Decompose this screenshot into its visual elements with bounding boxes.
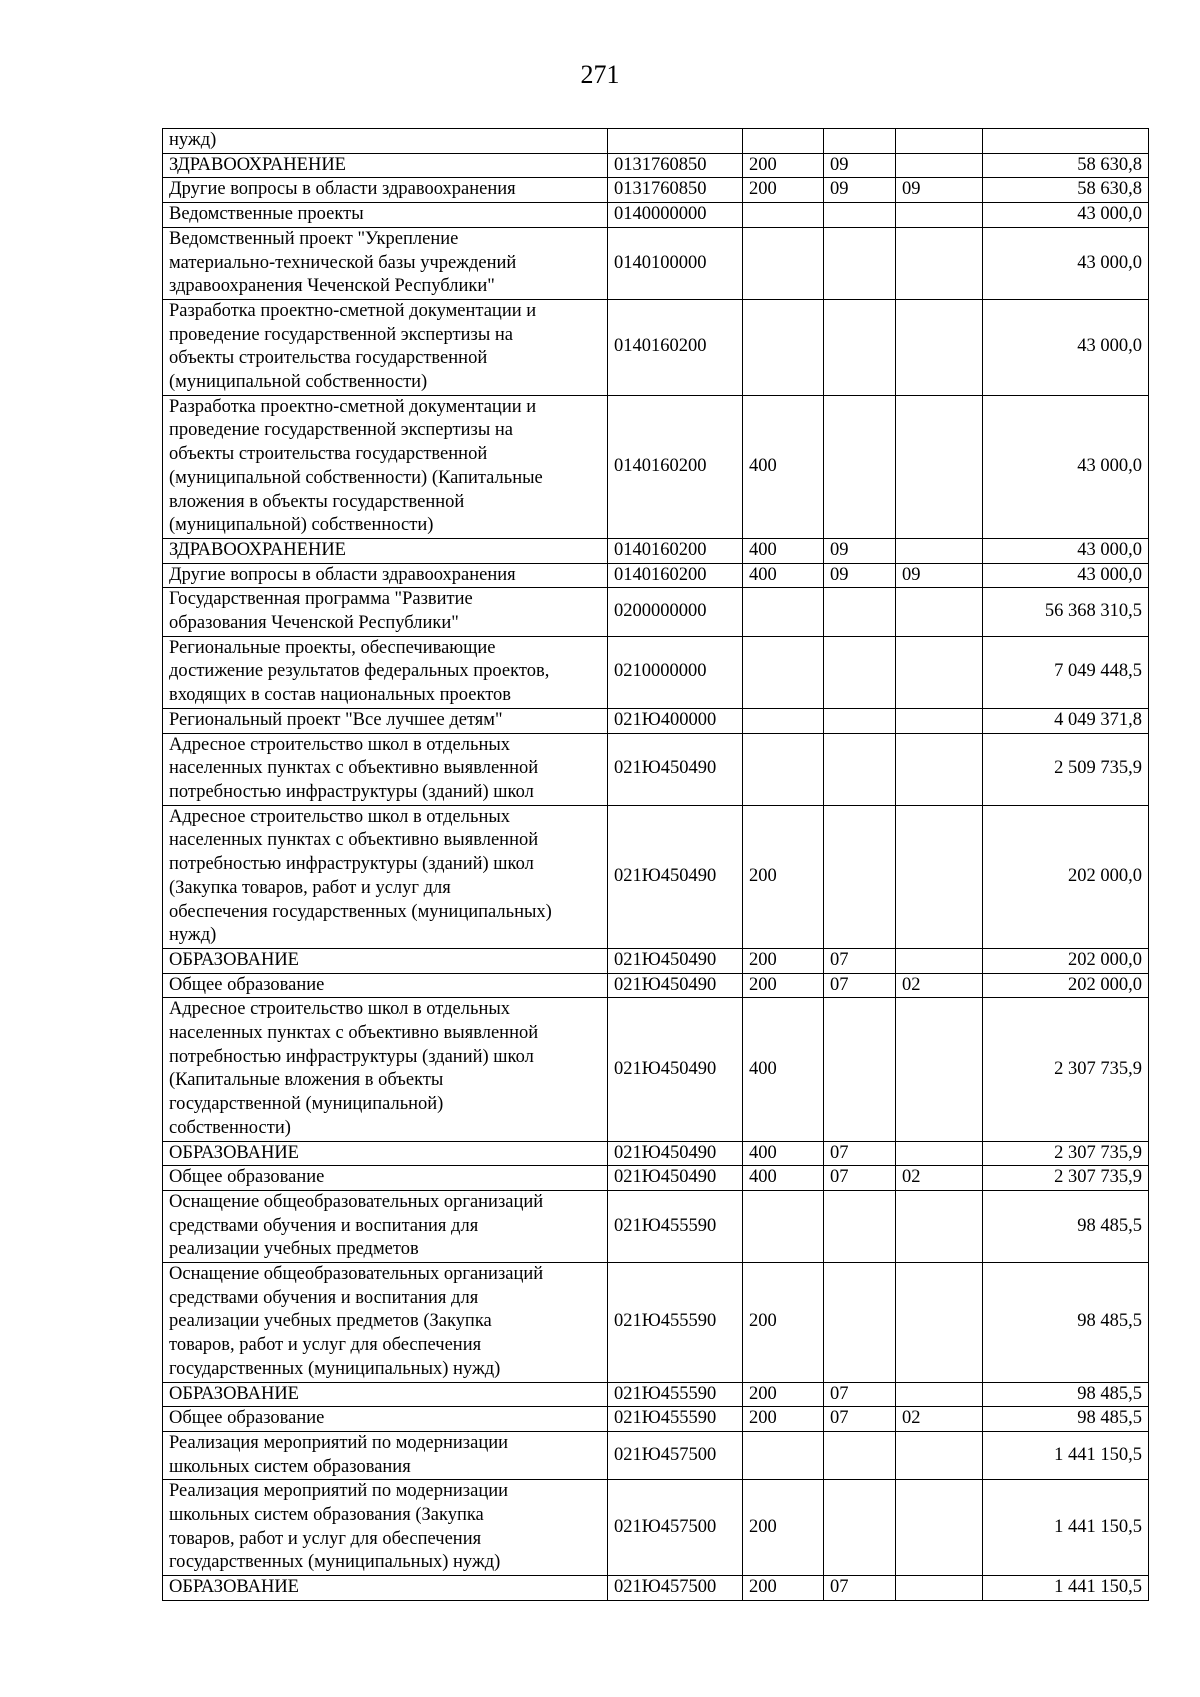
budget-table <box>162 128 1149 1601</box>
target-article-code: 021Ю450490 <box>608 973 743 998</box>
table-row <box>163 1141 1149 1166</box>
subsection-code <box>896 153 983 178</box>
amount-cell: 1 441 150,5 <box>983 1576 1149 1601</box>
subsection-code: 02 <box>896 1166 983 1191</box>
subsection-code: 02 <box>896 1407 983 1432</box>
subsection-code <box>896 1431 983 1479</box>
expense-type-code: 200 <box>743 178 824 203</box>
target-article-code: 0140100000 <box>608 227 743 299</box>
amount-cell <box>983 129 1149 154</box>
expense-type-code: 400 <box>743 1141 824 1166</box>
table-row <box>163 805 1149 948</box>
section-code <box>824 203 896 228</box>
row-name-cell: ОБРАЗОВАНИЕ <box>163 1382 608 1407</box>
subsection-code <box>896 538 983 563</box>
row-name-cell: Адресное строительство школ в отдельных населенных пунктах с объективно выявленной потребностью инфраструктуры (зданий) школ (Закупка товаров, работ и услуг для обеспечения государственных (муниципальных) нужд) <box>163 805 608 948</box>
expense-type-code: 400 <box>743 998 824 1141</box>
row-name-cell: Ведомственные проекты <box>163 203 608 228</box>
section-code: 07 <box>824 973 896 998</box>
amount-cell: 202 000,0 <box>983 948 1149 973</box>
amount-cell: 1 441 150,5 <box>983 1431 1149 1479</box>
section-code <box>824 805 896 948</box>
target-article-code: 0140160200 <box>608 395 743 538</box>
expense-type-code: 200 <box>743 1382 824 1407</box>
table-row <box>163 299 1149 395</box>
subsection-code <box>896 636 983 708</box>
amount-cell: 43 000,0 <box>983 538 1149 563</box>
amount-cell: 56 368 310,5 <box>983 588 1149 636</box>
section-code <box>824 1190 896 1262</box>
table-row <box>163 1263 1149 1383</box>
expense-type-code <box>743 227 824 299</box>
target-article-code: 0131760850 <box>608 153 743 178</box>
amount-cell: 58 630,8 <box>983 178 1149 203</box>
table-row <box>163 588 1149 636</box>
section-code <box>824 1263 896 1383</box>
amount-cell: 98 485,5 <box>983 1382 1149 1407</box>
row-name-cell: Адресное строительство школ в отдельных населенных пунктах с объективно выявленной потребностью инфраструктуры (зданий) школ <box>163 733 608 805</box>
section-code: 09 <box>824 178 896 203</box>
expense-type-code <box>743 1190 824 1262</box>
subsection-code <box>896 588 983 636</box>
section-code <box>824 636 896 708</box>
target-article-code: 021Ю455590 <box>608 1263 743 1383</box>
target-article-code: 021Ю455590 <box>608 1407 743 1432</box>
subsection-code: 09 <box>896 178 983 203</box>
amount-cell: 98 485,5 <box>983 1190 1149 1262</box>
row-name-cell: Другие вопросы в области здравоохранения <box>163 563 608 588</box>
subsection-code <box>896 227 983 299</box>
table-row <box>163 1407 1149 1432</box>
row-name-cell: Разработка проектно-сметной документации и проведение государственной экспертизы на объекты строительства государственной (муниципальной собственности) (Капитальные вложения в объекты государственной (муниципальной) собственности) <box>163 395 608 538</box>
subsection-code <box>896 1190 983 1262</box>
target-article-code: 0210000000 <box>608 636 743 708</box>
target-article-code: 021Ю455590 <box>608 1382 743 1407</box>
table-row <box>163 1166 1149 1191</box>
target-article-code: 0200000000 <box>608 588 743 636</box>
row-name-cell: Региональный проект "Все лучшее детям" <box>163 708 608 733</box>
section-code: 07 <box>824 1141 896 1166</box>
amount-cell: 202 000,0 <box>983 805 1149 948</box>
table-row <box>163 998 1149 1141</box>
subsection-code <box>896 1576 983 1601</box>
row-name-cell: ОБРАЗОВАНИЕ <box>163 1576 608 1601</box>
subsection-code <box>896 1141 983 1166</box>
amount-cell: 43 000,0 <box>983 299 1149 395</box>
amount-cell: 2 509 735,9 <box>983 733 1149 805</box>
expense-type-code <box>743 708 824 733</box>
target-article-code: 021Ю450490 <box>608 1141 743 1166</box>
expense-type-code: 200 <box>743 1263 824 1383</box>
amount-cell: 2 307 735,9 <box>983 998 1149 1141</box>
subsection-code <box>896 1382 983 1407</box>
expense-type-code: 400 <box>743 563 824 588</box>
expense-type-code <box>743 129 824 154</box>
target-article-code: 021Ю457500 <box>608 1431 743 1479</box>
table-row <box>163 1190 1149 1262</box>
row-name-cell: Региональные проекты, обеспечивающие достижение результатов федеральных проектов, входящих в состав национальных проектов <box>163 636 608 708</box>
expense-type-code: 200 <box>743 1576 824 1601</box>
table-row <box>163 563 1149 588</box>
section-code: 07 <box>824 1382 896 1407</box>
row-name-cell: Общее образование <box>163 1166 608 1191</box>
target-article-code: 0131760850 <box>608 178 743 203</box>
table-row <box>163 395 1149 538</box>
row-name-cell: ОБРАЗОВАНИЕ <box>163 1141 608 1166</box>
target-article-code: 021Ю450490 <box>608 805 743 948</box>
section-code <box>824 1431 896 1479</box>
amount-cell: 4 049 371,8 <box>983 708 1149 733</box>
expense-type-code: 200 <box>743 805 824 948</box>
expense-type-code: 200 <box>743 153 824 178</box>
table-row <box>163 203 1149 228</box>
section-code <box>824 299 896 395</box>
row-name-cell: ЗДРАВООХРАНЕНИЕ <box>163 538 608 563</box>
section-code: 09 <box>824 538 896 563</box>
target-article-code: 021Ю450490 <box>608 1166 743 1191</box>
target-article-code: 0140000000 <box>608 203 743 228</box>
target-article-code: 0140160200 <box>608 563 743 588</box>
target-article-code: 0140160200 <box>608 538 743 563</box>
section-code: 07 <box>824 948 896 973</box>
expense-type-code: 400 <box>743 538 824 563</box>
table-row <box>163 1431 1149 1479</box>
section-code <box>824 998 896 1141</box>
subsection-code <box>896 1480 983 1576</box>
expense-type-code: 200 <box>743 973 824 998</box>
subsection-code <box>896 1263 983 1383</box>
table-row <box>163 129 1149 154</box>
amount-cell: 43 000,0 <box>983 227 1149 299</box>
table-row <box>163 733 1149 805</box>
expense-type-code <box>743 1431 824 1479</box>
subsection-code <box>896 299 983 395</box>
target-article-code: 021Ю457500 <box>608 1480 743 1576</box>
row-name-cell: Общее образование <box>163 1407 608 1432</box>
section-code <box>824 129 896 154</box>
row-name-cell: ОБРАЗОВАНИЕ <box>163 948 608 973</box>
section-code <box>824 227 896 299</box>
row-name-cell: Реализация мероприятий по модернизации школьных систем образования <box>163 1431 608 1479</box>
table-row <box>163 636 1149 708</box>
row-name-cell: Оснащение общеобразовательных организаций средствами обучения и воспитания для реализации учебных предметов (Закупка товаров, работ и услуг для обеспечения государственных (муниципальных) нужд) <box>163 1263 608 1383</box>
amount-cell: 2 307 735,9 <box>983 1166 1149 1191</box>
row-name-cell: Государственная программа "Развитие образования Чеченской Республики" <box>163 588 608 636</box>
subsection-code: 09 <box>896 563 983 588</box>
amount-cell: 7 049 448,5 <box>983 636 1149 708</box>
table-row <box>163 153 1149 178</box>
target-article-code: 021Ю400000 <box>608 708 743 733</box>
section-code <box>824 395 896 538</box>
table-row <box>163 1576 1149 1601</box>
section-code <box>824 1480 896 1576</box>
section-code: 09 <box>824 153 896 178</box>
amount-cell: 43 000,0 <box>983 563 1149 588</box>
amount-cell: 98 485,5 <box>983 1263 1149 1383</box>
target-article-code: 021Ю457500 <box>608 1576 743 1601</box>
table-row <box>163 973 1149 998</box>
target-article-code: 021Ю450490 <box>608 733 743 805</box>
table-row <box>163 708 1149 733</box>
table-row <box>163 538 1149 563</box>
subsection-code <box>896 998 983 1141</box>
row-name-cell: нужд) <box>163 129 608 154</box>
subsection-code <box>896 708 983 733</box>
row-name-cell: Реализация мероприятий по модернизации школьных систем образования (Закупка товаров, работ и услуг для обеспечения государственных (муниципальных) нужд) <box>163 1480 608 1576</box>
expense-type-code <box>743 636 824 708</box>
expense-type-code <box>743 299 824 395</box>
section-code <box>824 588 896 636</box>
section-code: 09 <box>824 563 896 588</box>
table-row <box>163 178 1149 203</box>
target-article-code <box>608 129 743 154</box>
expense-type-code: 400 <box>743 395 824 538</box>
subsection-code <box>896 203 983 228</box>
amount-cell: 98 485,5 <box>983 1407 1149 1432</box>
expense-type-code <box>743 203 824 228</box>
subsection-code <box>896 395 983 538</box>
subsection-code: 02 <box>896 973 983 998</box>
row-name-cell: Другие вопросы в области здравоохранения <box>163 178 608 203</box>
table-row <box>163 1480 1149 1576</box>
section-code <box>824 733 896 805</box>
subsection-code <box>896 733 983 805</box>
table-row <box>163 1382 1149 1407</box>
amount-cell: 58 630,8 <box>983 153 1149 178</box>
section-code: 07 <box>824 1407 896 1432</box>
row-name-cell: Оснащение общеобразовательных организаций средствами обучения и воспитания для реализации учебных предметов <box>163 1190 608 1262</box>
row-name-cell: Адресное строительство школ в отдельных населенных пунктах с объективно выявленной потребностью инфраструктуры (зданий) школ (Капитальные вложения в объекты государственной (муниципальной) собственности) <box>163 998 608 1141</box>
expense-type-code: 200 <box>743 948 824 973</box>
row-name-cell: Общее образование <box>163 973 608 998</box>
section-code: 07 <box>824 1166 896 1191</box>
expense-type-code: 400 <box>743 1166 824 1191</box>
section-code: 07 <box>824 1576 896 1601</box>
target-article-code: 021Ю455590 <box>608 1190 743 1262</box>
target-article-code: 021Ю450490 <box>608 998 743 1141</box>
table-row <box>163 227 1149 299</box>
row-name-cell: Разработка проектно-сметной документации и проведение государственной экспертизы на объекты строительства государственной (муниципальной собственности) <box>163 299 608 395</box>
subsection-code <box>896 948 983 973</box>
section-code <box>824 708 896 733</box>
amount-cell: 43 000,0 <box>983 203 1149 228</box>
amount-cell: 43 000,0 <box>983 395 1149 538</box>
expense-type-code: 200 <box>743 1480 824 1576</box>
row-name-cell: ЗДРАВООХРАНЕНИЕ <box>163 153 608 178</box>
expense-type-code: 200 <box>743 1407 824 1432</box>
row-name-cell: Ведомственный проект "Укрепление материально-технической базы учреждений здравоохранения Чеченской Республики" <box>163 227 608 299</box>
expense-type-code <box>743 733 824 805</box>
amount-cell: 202 000,0 <box>983 973 1149 998</box>
amount-cell: 2 307 735,9 <box>983 1141 1149 1166</box>
target-article-code: 0140160200 <box>608 299 743 395</box>
amount-cell: 1 441 150,5 <box>983 1480 1149 1576</box>
subsection-code <box>896 805 983 948</box>
page-number: 271 <box>580 60 620 89</box>
expense-type-code <box>743 588 824 636</box>
table-row <box>163 948 1149 973</box>
target-article-code: 021Ю450490 <box>608 948 743 973</box>
subsection-code <box>896 129 983 154</box>
budget-table-body <box>163 129 1149 1601</box>
